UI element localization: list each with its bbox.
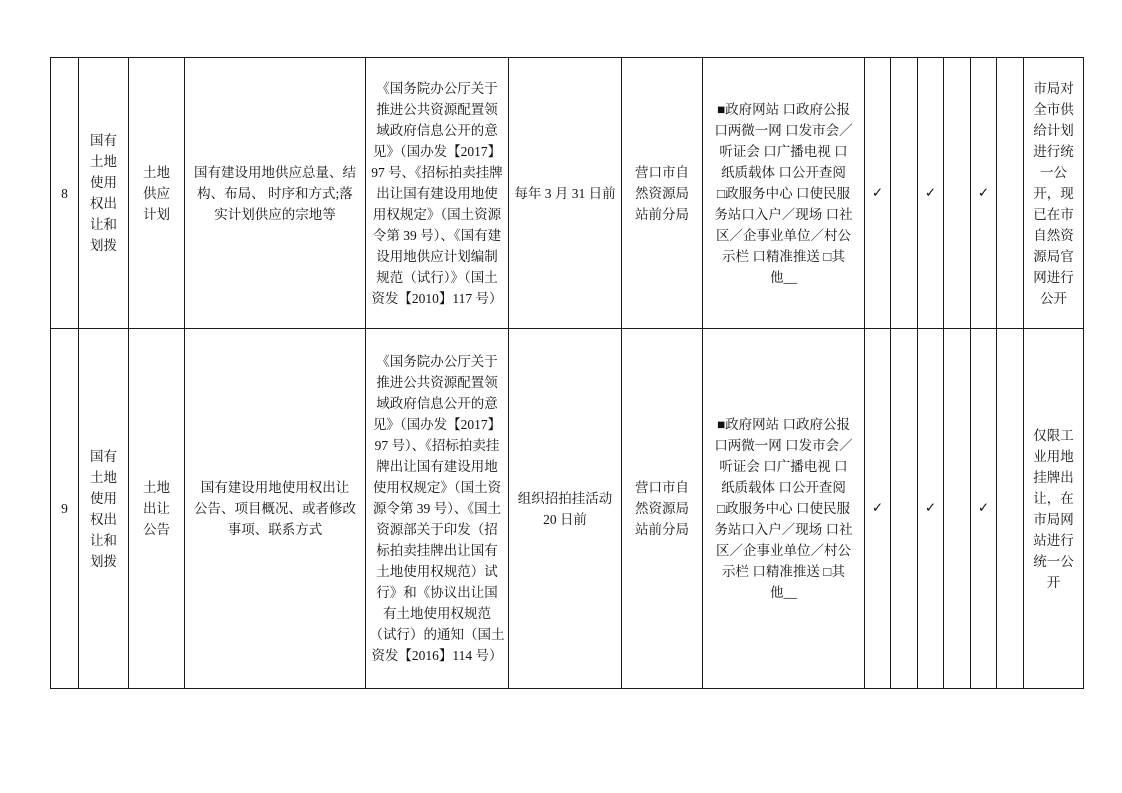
legal-basis-cell: 《国务院办公厅关于 推进公共资源配置领 域政府信息公开的意 见》（国办发【2017】 97 号、《招标拍卖挂牌 出让国有建设用地使 用权规定》（国土资源 令第 39 号）、《国有建 设用地供应计划编制 规范（试行）》（国土 资发【2010】117 号）	[366, 58, 509, 329]
content-cell: 国有建设用地使用权出让 公告、项目概况、或者修改 事项、联系方式	[185, 329, 366, 689]
note-cell: 市局对 全市供 给计划 进行统 一公 开，现 已在市 自然资 源局官 网进行 公开	[1024, 58, 1084, 329]
check-mark-cell: ✓	[865, 329, 891, 689]
category-cell: 国有 土地 使用 权出 让和 划拨	[79, 58, 129, 329]
check-mark-cell: ✓	[971, 329, 997, 689]
legal-basis-cell: 《国务院办公厅关于 推进公共资源配置领 域政府信息公开的意 见》（国办发【2017】 97 号）、《招标拍卖挂 牌出让国有建设用地 使用权规定》（国土资 源令第 39 号）、《国土 资源部关于印发（招 标拍卖挂牌出让国有 土地使用权规范）试 行》和《协议出让国 有土地使用权规范 （试行）的通知（国土 资发【2016】114 号）	[366, 329, 509, 689]
department-cell: 营口市自 然资源局 站前分局	[622, 58, 703, 329]
empty-check-cell	[944, 58, 971, 329]
disclosure-table	[50, 57, 1084, 689]
channels-cell: ■政府网站 口政府公报 口两微一网 口发市会／ 听证会 口广播电视 口 纸质载体 口公开查阅 □政服务中心 口使民服 务站口入户／现场 口社 区／企事业单位／村公 示栏 口精准推送 □其 他__	[703, 58, 865, 329]
department-cell: 营口市自 然资源局 站前分局	[622, 329, 703, 689]
check-mark-cell: ✓	[918, 329, 944, 689]
channels-cell: ■政府网站 口政府公报 口两微一网 口发市会／ 听证会 口广播电视 口 纸质载体 口公开查阅 □政服务中心 口使民服 务站口入户／现场 口社 区／企事业单位／村公 示栏 口精准推送 □其 他__	[703, 329, 865, 689]
check-mark-cell: ✓	[865, 58, 891, 329]
category-cell: 国有 土地 使用 权出 让和 划拨	[79, 329, 129, 689]
check-mark-cell: ✓	[918, 58, 944, 329]
note-cell: 仅限工 业用地 挂牌出 让，在 市局网 站进行 统一公 开	[1024, 329, 1084, 689]
empty-check-cell	[997, 329, 1024, 689]
empty-check-cell	[891, 329, 918, 689]
row-index-cell: 8	[51, 58, 79, 329]
empty-check-cell	[997, 58, 1024, 329]
table-row	[51, 329, 1084, 689]
time-limit-cell: 每年 3 月 31 日前	[509, 58, 622, 329]
row-index-cell: 9	[51, 329, 79, 689]
time-limit-cell: 组织招拍挂活动 20 日前	[509, 329, 622, 689]
check-mark-cell: ✓	[971, 58, 997, 329]
item-name-cell: 土地 供应 计划	[129, 58, 185, 329]
empty-check-cell	[891, 58, 918, 329]
item-name-cell: 土地 出让 公告	[129, 329, 185, 689]
content-cell: 国有建设用地供应总量、结 构、布局、 时序和方式;落 实计划供应的宗地等	[185, 58, 366, 329]
empty-check-cell	[944, 329, 971, 689]
table-row	[51, 58, 1084, 329]
